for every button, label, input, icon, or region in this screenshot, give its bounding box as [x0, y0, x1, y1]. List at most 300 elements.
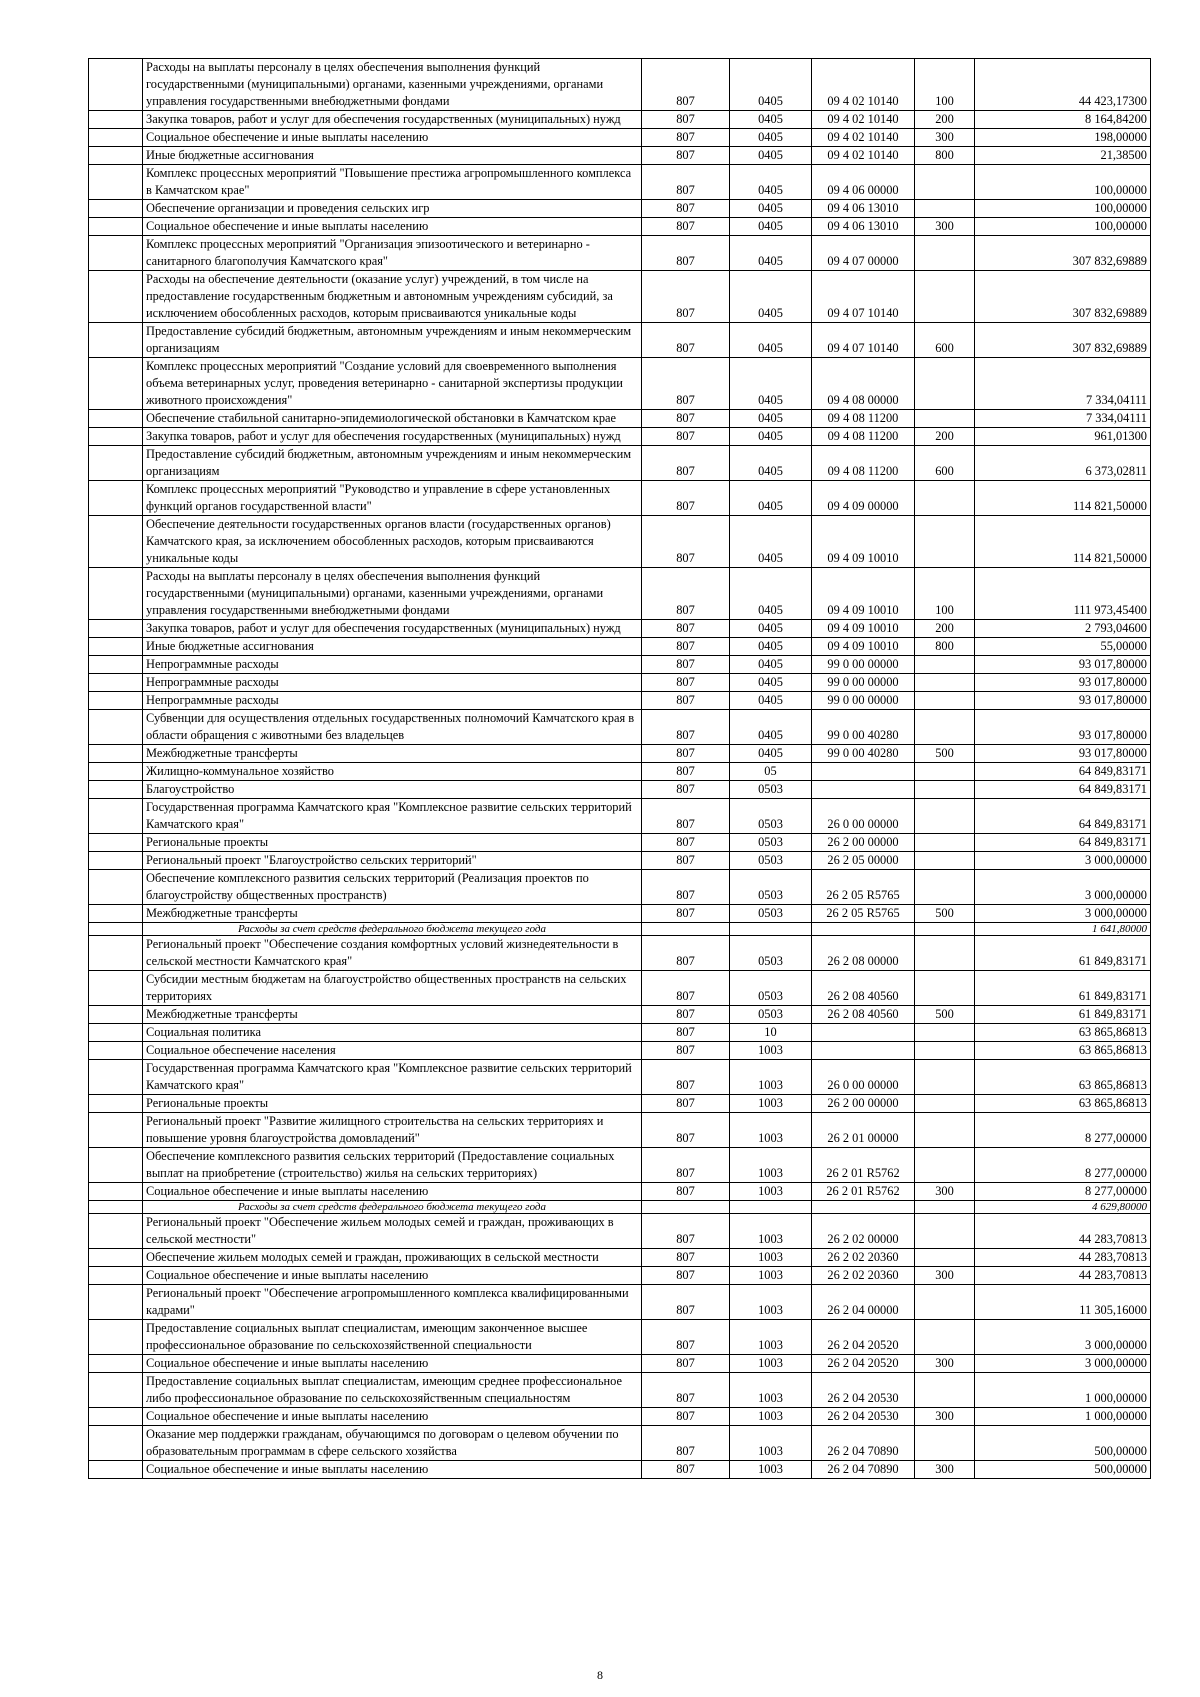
table-row: [89, 1042, 1151, 1060]
table-row: [89, 638, 1151, 656]
row-number-cell: [89, 674, 143, 692]
row-target-code: 26 2 01 00000: [812, 1113, 915, 1148]
row-expense-type: [915, 1113, 975, 1148]
table-row: [89, 870, 1151, 905]
row-name: Региональный проект "Обеспечение жильем молодых семей и граждан, проживающих в сельской местности": [143, 1214, 642, 1249]
row-target-code: 99 0 00 40280: [812, 745, 915, 763]
row-section-code: 0503: [730, 852, 812, 870]
row-grbs-code: 807: [642, 218, 730, 236]
row-section-code: 0405: [730, 59, 812, 111]
row-expense-type: [915, 1214, 975, 1249]
table-row: [89, 1373, 1151, 1408]
row-section-code: 0405: [730, 200, 812, 218]
row-name: Расходы за счет средств федерального бюджета текущего года: [143, 923, 642, 936]
row-number-cell: [89, 852, 143, 870]
row-expense-type: [915, 763, 975, 781]
row-grbs-code: 807: [642, 1006, 730, 1024]
row-name: Региональные проекты: [143, 1095, 642, 1113]
row-name: Социальное обеспечение и иные выплаты населению: [143, 1183, 642, 1201]
row-grbs-code: 807: [642, 638, 730, 656]
row-grbs-code: 807: [642, 1095, 730, 1113]
row-section-code: 0405: [730, 165, 812, 200]
row-number-cell: [89, 236, 143, 271]
row-target-code: 26 2 04 70890: [812, 1426, 915, 1461]
row-expense-type: [915, 936, 975, 971]
row-name: Комплекс процессных мероприятий "Организация эпизоотического и ветеринарно - санитарного благополучия Камчатского края": [143, 236, 642, 271]
row-number-cell: [89, 971, 143, 1006]
row-grbs-code: 807: [642, 1060, 730, 1095]
row-section-code: 0405: [730, 674, 812, 692]
row-amount: 8 164,84200: [975, 111, 1151, 129]
row-amount: 500,00000: [975, 1461, 1151, 1479]
row-grbs-code: 807: [642, 1373, 730, 1408]
row-expense-type: [915, 781, 975, 799]
row-expense-type: [915, 1148, 975, 1183]
row-name: Субвенции для осуществления отдельных государственных полномочий Камчатского края в области обращения с животными без владельцев: [143, 710, 642, 745]
row-grbs-code: 807: [642, 1113, 730, 1148]
row-number-cell: [89, 129, 143, 147]
table-row: [89, 1060, 1151, 1095]
table-row: [89, 516, 1151, 568]
row-grbs-code: 807: [642, 481, 730, 516]
row-amount: 11 305,16000: [975, 1285, 1151, 1320]
row-expense-type: 300: [915, 218, 975, 236]
row-target-code: 26 2 08 00000: [812, 936, 915, 971]
row-amount: 114 821,50000: [975, 516, 1151, 568]
row-target-code: 26 2 04 20530: [812, 1373, 915, 1408]
row-amount: 93 017,80000: [975, 710, 1151, 745]
row-section-code: 0405: [730, 638, 812, 656]
row-section-code: 0405: [730, 446, 812, 481]
row-name: Межбюджетные трансферты: [143, 745, 642, 763]
row-amount: 44 283,70813: [975, 1249, 1151, 1267]
row-section-code: [730, 923, 812, 936]
row-section-code: 0503: [730, 971, 812, 1006]
row-target-code: [812, 1024, 915, 1042]
row-amount: 7 334,04111: [975, 358, 1151, 410]
row-section-code: 0405: [730, 692, 812, 710]
row-target-code: 09 4 09 10010: [812, 568, 915, 620]
row-expense-type: 100: [915, 568, 975, 620]
row-expense-type: 300: [915, 1183, 975, 1201]
row-expense-type: 200: [915, 620, 975, 638]
row-number-cell: [89, 1461, 143, 1479]
row-grbs-code: 807: [642, 358, 730, 410]
row-number-cell: [89, 1148, 143, 1183]
row-target-code: 26 2 01 R5762: [812, 1183, 915, 1201]
row-name: Социальное обеспечение населения: [143, 1042, 642, 1060]
row-number-cell: [89, 781, 143, 799]
row-section-code: 0405: [730, 428, 812, 446]
table-row: [89, 1214, 1151, 1249]
row-expense-type: [915, 1201, 975, 1214]
row-name: Социальное обеспечение и иные выплаты населению: [143, 1267, 642, 1285]
row-amount: 2 793,04600: [975, 620, 1151, 638]
row-amount: 61 849,83171: [975, 1006, 1151, 1024]
row-number-cell: [89, 1024, 143, 1042]
row-name: Субсидии местным бюджетам на благоустройство общественных пространств на сельских территориях: [143, 971, 642, 1006]
row-amount: 307 832,69889: [975, 236, 1151, 271]
row-grbs-code: 807: [642, 1024, 730, 1042]
table-row: [89, 129, 1151, 147]
row-section-code: 0405: [730, 410, 812, 428]
row-amount: 111 973,45400: [975, 568, 1151, 620]
row-expense-type: 100: [915, 59, 975, 111]
row-section-code: 05: [730, 763, 812, 781]
row-target-code: [812, 763, 915, 781]
row-number-cell: [89, 1285, 143, 1320]
row-number-cell: [89, 1201, 143, 1214]
table-row: [89, 271, 1151, 323]
table-row: [89, 710, 1151, 745]
row-expense-type: 500: [915, 905, 975, 923]
row-grbs-code: [642, 923, 730, 936]
row-expense-type: [915, 1024, 975, 1042]
row-expense-type: [915, 1320, 975, 1355]
row-expense-type: 600: [915, 446, 975, 481]
row-name: Непрограммные расходы: [143, 674, 642, 692]
row-expense-type: 500: [915, 1006, 975, 1024]
row-target-code: 09 4 09 10010: [812, 638, 915, 656]
row-target-code: 26 0 00 00000: [812, 1060, 915, 1095]
row-grbs-code: 807: [642, 323, 730, 358]
row-number-cell: [89, 656, 143, 674]
row-target-code: 09 4 07 00000: [812, 236, 915, 271]
table-row: [89, 1355, 1151, 1373]
row-name: Расходы на обеспечение деятельности (оказание услуг) учреждений, в том числе на предоставление государственным бюджетным и автономным учреждениям субсидий, за исключением обособленных расходов, которым присваиваются уникальные коды: [143, 271, 642, 323]
row-target-code: 26 0 00 00000: [812, 799, 915, 834]
table-row: [89, 1461, 1151, 1479]
row-name: Социальное обеспечение и иные выплаты населению: [143, 1355, 642, 1373]
row-expense-type: 200: [915, 428, 975, 446]
row-section-code: 0503: [730, 1006, 812, 1024]
row-amount: 61 849,83171: [975, 971, 1151, 1006]
row-number-cell: [89, 410, 143, 428]
row-number-cell: [89, 358, 143, 410]
row-section-code: 0405: [730, 218, 812, 236]
row-grbs-code: 807: [642, 1355, 730, 1373]
table-row: [89, 410, 1151, 428]
row-expense-type: [915, 1285, 975, 1320]
row-section-code: 0503: [730, 936, 812, 971]
row-target-code: 26 2 04 70890: [812, 1461, 915, 1479]
row-amount: 1 641,80000: [975, 923, 1151, 936]
row-name: Оказание мер поддержки гражданам, обучающимся по договорам о целевом обучении по образовательным программам в сфере сельского хозяйства: [143, 1426, 642, 1461]
row-amount: 100,00000: [975, 200, 1151, 218]
row-target-code: 09 4 09 00000: [812, 481, 915, 516]
table-row: [89, 1285, 1151, 1320]
row-section-code: 1003: [730, 1060, 812, 1095]
row-expense-type: [915, 165, 975, 200]
row-section-code: 1003: [730, 1148, 812, 1183]
row-section-code: 0405: [730, 271, 812, 323]
row-grbs-code: 807: [642, 834, 730, 852]
row-grbs-code: 807: [642, 656, 730, 674]
row-section-code: 1003: [730, 1373, 812, 1408]
row-number-cell: [89, 1214, 143, 1249]
table-row: [89, 147, 1151, 165]
row-grbs-code: 807: [642, 674, 730, 692]
row-name: Социальное обеспечение и иные выплаты населению: [143, 129, 642, 147]
budget-table: [88, 58, 1151, 1479]
table-row: [89, 59, 1151, 111]
row-amount: 961,01300: [975, 428, 1151, 446]
row-expense-type: 300: [915, 129, 975, 147]
row-number-cell: [89, 323, 143, 358]
row-section-code: 0405: [730, 111, 812, 129]
row-amount: 64 849,83171: [975, 799, 1151, 834]
row-target-code: 09 4 07 10140: [812, 323, 915, 358]
row-number-cell: [89, 516, 143, 568]
row-grbs-code: 807: [642, 936, 730, 971]
row-expense-type: 800: [915, 638, 975, 656]
row-section-code: [730, 1201, 812, 1214]
row-expense-type: [915, 674, 975, 692]
row-number-cell: [89, 1006, 143, 1024]
row-expense-type: [915, 870, 975, 905]
row-name: Предоставление социальных выплат специалистам, имеющим среднее профессиональное либо профессиональное образование по сельскохозяйственным специальностям: [143, 1373, 642, 1408]
table-row: [89, 1426, 1151, 1461]
row-amount: 93 017,80000: [975, 656, 1151, 674]
row-name: Предоставление субсидий бюджетным, автономным учреждениям и иным некоммерческим организациям: [143, 446, 642, 481]
table-row: [89, 568, 1151, 620]
row-name: Закупка товаров, работ и услуг для обеспечения государственных (муниципальных) нужд: [143, 620, 642, 638]
row-grbs-code: 807: [642, 1408, 730, 1426]
row-target-code: 26 2 00 00000: [812, 1095, 915, 1113]
row-section-code: 1003: [730, 1426, 812, 1461]
row-name: Жилищно-коммунальное хозяйство: [143, 763, 642, 781]
row-amount: 63 865,86813: [975, 1024, 1151, 1042]
row-section-code: 0405: [730, 568, 812, 620]
table-row: [89, 674, 1151, 692]
row-target-code: 26 2 02 00000: [812, 1214, 915, 1249]
row-number-cell: [89, 638, 143, 656]
row-target-code: 26 2 00 00000: [812, 834, 915, 852]
table-row: [89, 1267, 1151, 1285]
row-target-code: [812, 1201, 915, 1214]
row-name: Расходы за счет средств федерального бюджета текущего года: [143, 1201, 642, 1214]
row-expense-type: [915, 271, 975, 323]
table-row: [89, 358, 1151, 410]
row-expense-type: [915, 358, 975, 410]
row-amount: 3 000,00000: [975, 852, 1151, 870]
row-grbs-code: 807: [642, 1148, 730, 1183]
row-grbs-code: 807: [642, 410, 730, 428]
table-row: [89, 1320, 1151, 1355]
row-target-code: 26 2 05 R5765: [812, 905, 915, 923]
table-row: [89, 971, 1151, 1006]
row-name: Региональный проект "Развитие жилищного строительства на сельских территориях и повышение уровня благоустройства домовладений": [143, 1113, 642, 1148]
row-target-code: 99 0 00 00000: [812, 656, 915, 674]
row-amount: 7 334,04111: [975, 410, 1151, 428]
row-target-code: 26 2 01 R5762: [812, 1148, 915, 1183]
row-target-code: 09 4 07 10140: [812, 271, 915, 323]
row-target-code: [812, 1042, 915, 1060]
row-grbs-code: 807: [642, 428, 730, 446]
table-row: [89, 763, 1151, 781]
row-section-code: 1003: [730, 1408, 812, 1426]
row-section-code: 1003: [730, 1214, 812, 1249]
row-number-cell: [89, 870, 143, 905]
table-row: [89, 428, 1151, 446]
row-grbs-code: 807: [642, 870, 730, 905]
row-expense-type: [915, 1095, 975, 1113]
row-target-code: 09 4 08 11200: [812, 446, 915, 481]
row-number-cell: [89, 59, 143, 111]
table-row: [89, 1183, 1151, 1201]
row-section-code: 1003: [730, 1355, 812, 1373]
row-number-cell: [89, 1060, 143, 1095]
row-number-cell: [89, 1249, 143, 1267]
row-name: Предоставление субсидий бюджетным, автономным учреждениям и иным некоммерческим организациям: [143, 323, 642, 358]
row-section-code: 0503: [730, 834, 812, 852]
table-row: [89, 936, 1151, 971]
row-target-code: 26 2 04 00000: [812, 1285, 915, 1320]
row-amount: 63 865,86813: [975, 1042, 1151, 1060]
row-amount: 21,38500: [975, 147, 1151, 165]
row-name: Непрограммные расходы: [143, 692, 642, 710]
row-name: Региональный проект "Обеспечение создания комфортных условий жизнедеятельности в сельской местности Камчатского края": [143, 936, 642, 971]
row-grbs-code: 807: [642, 745, 730, 763]
row-expense-type: [915, 200, 975, 218]
row-name: Государственная программа Камчатского края "Комплексное развитие сельских территорий Камчатского края": [143, 799, 642, 834]
row-expense-type: [915, 923, 975, 936]
row-amount: 3 000,00000: [975, 870, 1151, 905]
row-section-code: 1003: [730, 1183, 812, 1201]
row-section-code: 1003: [730, 1042, 812, 1060]
row-expense-type: [915, 481, 975, 516]
row-target-code: 99 0 00 40280: [812, 710, 915, 745]
row-amount: 93 017,80000: [975, 745, 1151, 763]
row-name: Благоустройство: [143, 781, 642, 799]
row-grbs-code: 807: [642, 1320, 730, 1355]
row-target-code: 99 0 00 00000: [812, 692, 915, 710]
row-expense-type: [915, 799, 975, 834]
row-expense-type: [915, 410, 975, 428]
row-name: Обеспечение стабильной санитарно-эпидемиологической обстановки в Камчатском крае: [143, 410, 642, 428]
table-row: [89, 1408, 1151, 1426]
row-section-code: 0405: [730, 323, 812, 358]
row-number-cell: [89, 1355, 143, 1373]
row-number-cell: [89, 905, 143, 923]
row-number-cell: [89, 1095, 143, 1113]
row-number-cell: [89, 799, 143, 834]
row-section-code: 0405: [730, 745, 812, 763]
row-expense-type: [915, 1426, 975, 1461]
row-number-cell: [89, 111, 143, 129]
row-number-cell: [89, 481, 143, 516]
row-grbs-code: 807: [642, 1183, 730, 1201]
row-grbs-code: [642, 1201, 730, 1214]
row-amount: 8 277,00000: [975, 1113, 1151, 1148]
row-amount: 307 832,69889: [975, 271, 1151, 323]
row-expense-type: [915, 1060, 975, 1095]
row-target-code: 26 2 05 R5765: [812, 870, 915, 905]
table-row: [89, 446, 1151, 481]
row-expense-type: 600: [915, 323, 975, 358]
row-section-code: 0503: [730, 781, 812, 799]
row-grbs-code: 807: [642, 905, 730, 923]
row-expense-type: [915, 236, 975, 271]
row-name: Обеспечение комплексного развития сельских территорий (Предоставление социальных выплат на приобретение (строительство) жилья на сельских территориях): [143, 1148, 642, 1183]
row-section-code: 0405: [730, 656, 812, 674]
row-section-code: 0405: [730, 481, 812, 516]
row-amount: 100,00000: [975, 218, 1151, 236]
row-amount: 64 849,83171: [975, 763, 1151, 781]
row-name: Обеспечение комплексного развития сельских территорий (Реализация проектов по благоустройству общественных пространств): [143, 870, 642, 905]
row-grbs-code: 807: [642, 620, 730, 638]
row-section-code: 1003: [730, 1461, 812, 1479]
row-section-code: 1003: [730, 1249, 812, 1267]
row-expense-type: [915, 692, 975, 710]
row-grbs-code: 807: [642, 147, 730, 165]
row-grbs-code: 807: [642, 1214, 730, 1249]
row-amount: 100,00000: [975, 165, 1151, 200]
row-number-cell: [89, 218, 143, 236]
table-row: [89, 481, 1151, 516]
row-number-cell: [89, 568, 143, 620]
row-target-code: 26 2 02 20360: [812, 1267, 915, 1285]
row-number-cell: [89, 446, 143, 481]
row-amount: 63 865,86813: [975, 1060, 1151, 1095]
table-body: [89, 59, 1151, 1479]
row-target-code: 26 2 08 40560: [812, 1006, 915, 1024]
table-row: [89, 323, 1151, 358]
row-name: Региональный проект "Обеспечение агропромышленного комплекса квалифицированными кадрами": [143, 1285, 642, 1320]
row-amount: 8 277,00000: [975, 1148, 1151, 1183]
table-row: [89, 1201, 1151, 1214]
table-row: [89, 1148, 1151, 1183]
row-expense-type: [915, 1042, 975, 1060]
table-row: [89, 1095, 1151, 1113]
row-name: Комплекс процессных мероприятий "Создание условий для своевременного выполнения объема ветеринарных услуг, проведения ветеринарно - санитарной экспертизы продукции животного происхождения": [143, 358, 642, 410]
row-grbs-code: 807: [642, 692, 730, 710]
row-target-code: 09 4 02 10140: [812, 129, 915, 147]
row-number-cell: [89, 271, 143, 323]
table-row: [89, 656, 1151, 674]
row-section-code: 1003: [730, 1113, 812, 1148]
row-name: Расходы на выплаты персоналу в целях обеспечения выполнения функций государственными (муниципальными) органами, казенными учреждениями, органами управления государственными внебюджетными фондами: [143, 59, 642, 111]
row-number-cell: [89, 710, 143, 745]
row-number-cell: [89, 1373, 143, 1408]
row-name: Иные бюджетные ассигнования: [143, 638, 642, 656]
row-target-code: 26 2 04 20530: [812, 1408, 915, 1426]
row-section-code: 0405: [730, 358, 812, 410]
row-number-cell: [89, 745, 143, 763]
row-section-code: 1003: [730, 1267, 812, 1285]
row-target-code: 09 4 09 10010: [812, 620, 915, 638]
row-grbs-code: 807: [642, 710, 730, 745]
row-amount: 63 865,86813: [975, 1095, 1151, 1113]
row-number-cell: [89, 763, 143, 781]
row-grbs-code: 807: [642, 236, 730, 271]
row-name: Региональные проекты: [143, 834, 642, 852]
row-grbs-code: 807: [642, 271, 730, 323]
row-target-code: 99 0 00 00000: [812, 674, 915, 692]
row-target-code: 26 2 08 40560: [812, 971, 915, 1006]
row-name: Обеспечение жильем молодых семей и граждан, проживающих в сельской местности: [143, 1249, 642, 1267]
row-amount: 3 000,00000: [975, 1355, 1151, 1373]
row-name: Иные бюджетные ассигнования: [143, 147, 642, 165]
row-number-cell: [89, 1113, 143, 1148]
row-number-cell: [89, 923, 143, 936]
table-row: [89, 852, 1151, 870]
table-row: [89, 923, 1151, 936]
row-expense-type: 300: [915, 1267, 975, 1285]
row-target-code: [812, 923, 915, 936]
row-target-code: 09 4 02 10140: [812, 147, 915, 165]
row-expense-type: [915, 656, 975, 674]
